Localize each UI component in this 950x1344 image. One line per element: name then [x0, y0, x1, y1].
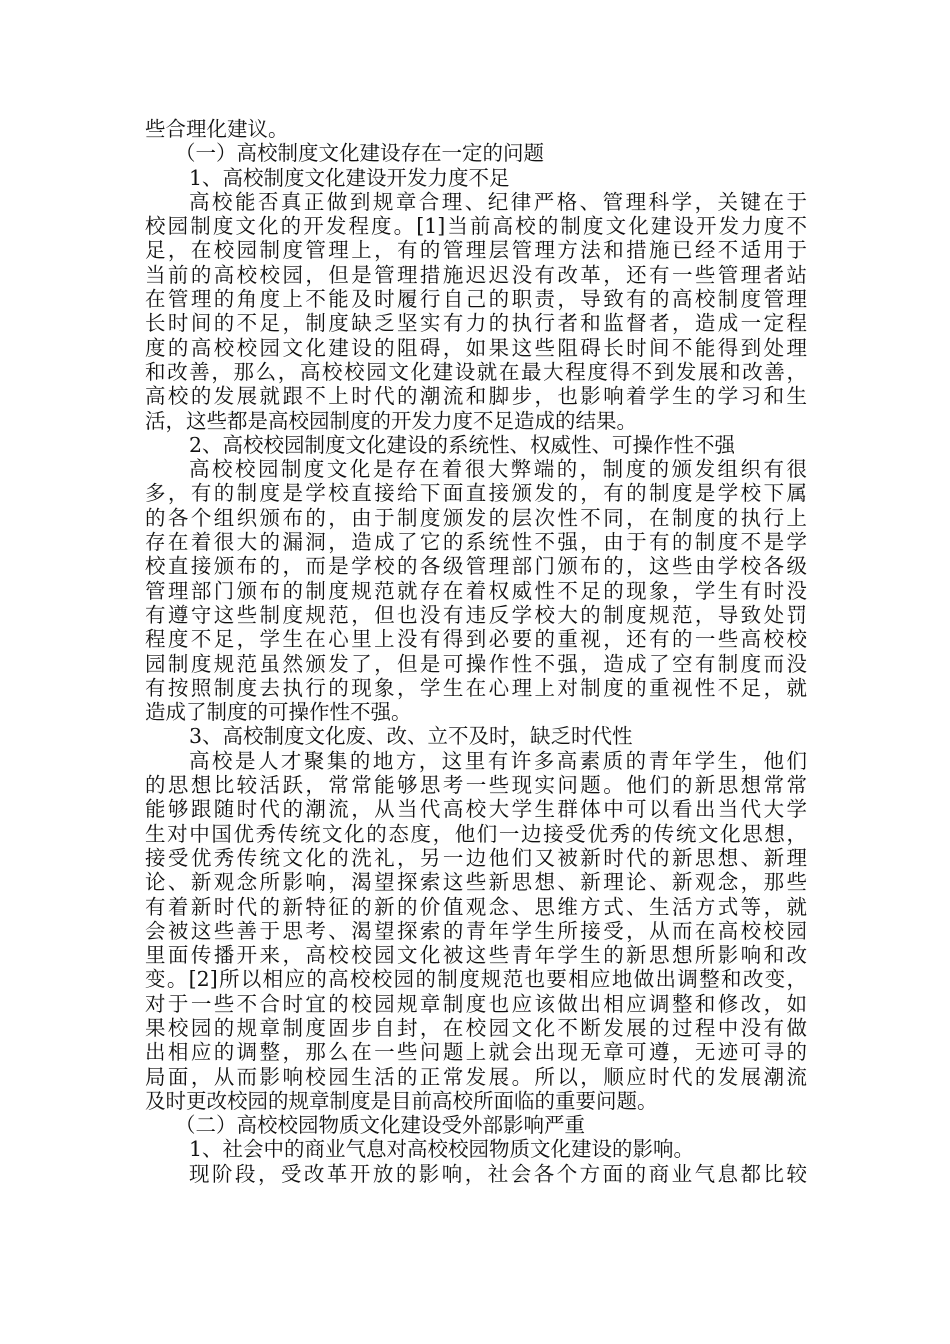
text-line: 3、高校制度文化废、改、立不及时，缺乏时代性 — [189, 724, 633, 749]
text-line: 当前的高校校园，但是管理措施迟迟没有改革，还有一些管理者站 — [145, 262, 807, 287]
text-line: 有着新时代的新特征的新的价值观念、思维方式、生活方式等，就 — [145, 894, 807, 919]
text-line: 有遵守这些制度规范，但也没有违反学校大的制度规范，导致处罚 — [145, 602, 807, 627]
text-line: 的各个组织颁布的，由于制度颁发的层次性不同，在制度的执行上 — [145, 505, 807, 530]
text-line: 足，在校园制度管理上，有的管理层管理方法和措施已经不适用于 — [145, 238, 807, 263]
text-line: 里面传播开来，高校校园文化被这些青年学生的新思想所影响和改 — [145, 943, 807, 968]
text-line: 对于一些不合时宜的校园规章制度也应该做出相应调整和修改，如 — [145, 991, 807, 1016]
text-line: 会被这些善于思考、渴望探索的青年学生所接受，从而在高校校园 — [145, 918, 807, 943]
text-line: 接受优秀传统文化的洗礼，另一边他们又被新时代的新思想、新理 — [145, 845, 807, 870]
text-line: 的思想比较活跃，常常能够思考一些现实问题。他们的新思想常常 — [145, 773, 807, 798]
text-line: 1、高校制度文化建设开发力度不足 — [189, 165, 510, 190]
text-line: 些合理化建议。 — [145, 117, 289, 141]
text-line: 及时更改校园的规章制度是目前高校所面临的重要问题。 — [145, 1088, 658, 1113]
text-line: 程度不足，学生在心里上没有得到必要的重视，还有的一些高校校 — [145, 627, 807, 652]
text-line: （二）高校校园物质文化建设受外部影响严重 — [175, 1113, 585, 1138]
text-line: 变。[2]所以相应的高校校园的制度规范也要相应地做出调整和改变， — [145, 967, 807, 992]
text-line: 活，这些都是高校园制度的开发力度不足造成的结果。 — [145, 408, 637, 433]
text-line: 造成了制度的可操作性不强。 — [145, 700, 412, 725]
text-line: 管理部门颁布的制度规范就存在着权威性不足的现象，学生有时没 — [145, 578, 807, 603]
text-line: 在管理的角度上不能及时履行自己的职责，导致有的高校制度管理 — [145, 287, 807, 312]
text-line: 高校的发展就跟不上时代的潮流和脚步，也影响着学生的学习和生 — [145, 384, 807, 409]
text-line: 现阶段，受改革开放的影响，社会各个方面的商业气息都比较 — [189, 1161, 807, 1186]
text-line: 1、社会中的商业气息对高校校园物质文化建设的影响。 — [189, 1137, 695, 1162]
text-line: 高校是人才聚集的地方，这里有许多高素质的青年学生，他们 — [189, 748, 807, 773]
text-line: 长时间的不足，制度缺乏坚实有力的执行者和监督者，造成一定程 — [145, 311, 807, 336]
text-line: 能够跟随时代的潮流，从当代高校大学生群体中可以看出当代大学 — [145, 797, 807, 822]
text-line: 生对中国优秀传统文化的态度，他们一边接受优秀的传统文化思想， — [145, 821, 807, 846]
text-line: 果校园的规章制度固步自封，在校园文化不断发展的过程中没有做 — [145, 1015, 807, 1040]
text-line: 出相应的调整，那么在一些问题上就会出现无章可遵，无迹可寻的 — [145, 1040, 807, 1065]
text-line: 和改善，那么，高校校园文化建设就在最大程度得不到发展和改善， — [145, 359, 807, 384]
text-line: 度的高校校园文化建设的阻碍，如果这些阻碍长时间不能得到处理 — [145, 335, 807, 360]
text-line: 校园制度文化的开发程度。[1]当前高校的制度文化建设开发力度不 — [145, 214, 807, 239]
text-line: （一）高校制度文化建设存在一定的问题 — [175, 141, 544, 166]
text-line: 校直接颁布的，而是学校的各级管理部门颁布的，这些由学校各级 — [145, 554, 807, 579]
text-line: 存在着很大的漏洞，造成了它的系统性不强，由于有的制度不是学 — [145, 530, 807, 555]
text-line: 多，有的制度是学校直接给下面直接颁发的，有的制度是学校下属 — [145, 481, 807, 506]
text-line: 2、高校校园制度文化建设的系统性、权威性、可操作性不强 — [189, 432, 736, 457]
text-line: 高校校园制度文化是存在着很大弊端的，制度的颁发组织有很 — [189, 457, 807, 482]
text-line: 局面，从而影响校园生活的正常发展。所以，顺应时代的发展潮流 — [145, 1064, 807, 1089]
text-line: 园制度规范虽然颁发了，但是可操作性不强，造成了空有制度而没 — [145, 651, 807, 676]
text-line: 有按照制度去执行的现象，学生在心理上对制度的重视性不足，就 — [145, 675, 807, 700]
text-line: 论、新观念所影响，渴望探索这些新思想、新理论、新观念，那些 — [145, 870, 807, 895]
text-line: 高校能否真正做到规章合理、纪律严格、管理科学，关键在于 — [189, 189, 807, 214]
